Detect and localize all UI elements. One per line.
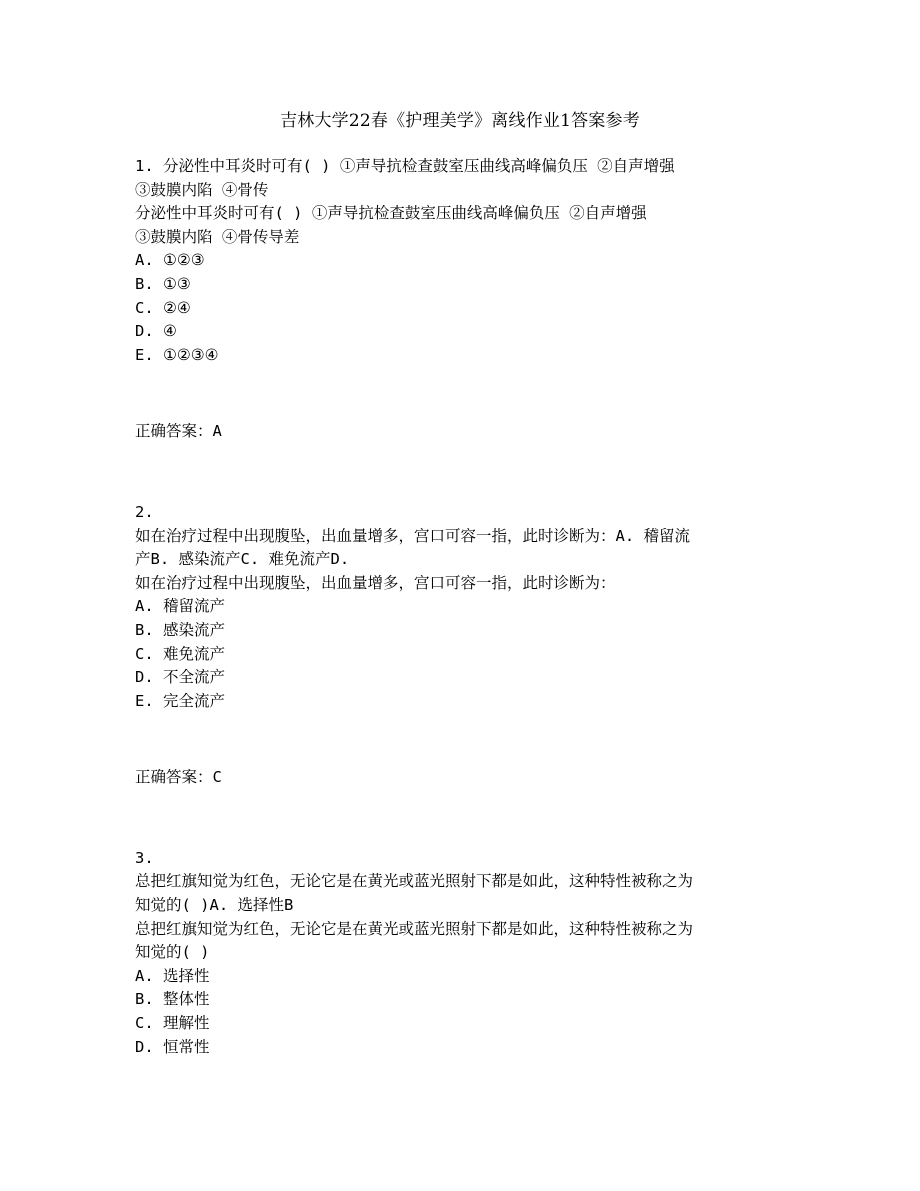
question-2-text-line-1: 如在治疗过程中出现腹坠，出血量增多，宫口可容一指，此时诊断为： bbox=[135, 573, 616, 592]
question-1-option-e: E. ①②③④ bbox=[135, 345, 219, 364]
question-2-option-b: B. 感染流产 bbox=[135, 620, 225, 639]
question-3-option-d: D. 恒常性 bbox=[135, 1037, 210, 1056]
question-1 bbox=[135, 155, 795, 444]
question-3-text-line-1: 总把红旗知觉为红色，无论它是在黄光或蓝光照射下都是如此，这种特性被称之为 bbox=[135, 919, 694, 938]
question-2-option-a: A. 稽留流产 bbox=[135, 597, 225, 616]
question-2-stem-line-1: 如在治疗过程中出现腹坠，出血量增多，宫口可容一指，此时诊断为：A. 稽留流 bbox=[135, 526, 690, 545]
document-title: 吉林大学22春《护理美学》离线作业1答案参考 bbox=[280, 111, 640, 131]
question-1-number: 1. bbox=[135, 157, 154, 175]
question-2-answer: 正确答案：C bbox=[135, 768, 222, 787]
question-2-stem-line-2: 产B. 感染流产C. 难免流产D. bbox=[135, 550, 350, 569]
question-3-option-b: B. 整体性 bbox=[135, 990, 210, 1009]
question-3-stem-line-1: 总把红旗知觉为红色，无论它是在黄光或蓝光照射下都是如此，这种特性被称之为 bbox=[135, 872, 694, 891]
question-1-option-d: D. ④ bbox=[135, 322, 177, 341]
question-3-option-a: A. 选择性 bbox=[135, 966, 210, 985]
question-2-option-e: E. 完全流产 bbox=[135, 691, 225, 710]
question-3 bbox=[135, 847, 795, 1059]
question-3-option-c: C. 理解性 bbox=[135, 1014, 210, 1033]
question-1-stem-line-2: ③鼓膜内陷 ④骨传 bbox=[135, 180, 269, 199]
question-2-number: 2. bbox=[135, 502, 154, 521]
question-3-stem-line-2: 知觉的( )A. 选择性B bbox=[135, 896, 294, 915]
question-1-option-b: B. ①③ bbox=[135, 274, 191, 293]
question-2 bbox=[135, 501, 795, 790]
question-2-option-c: C. 难免流产 bbox=[135, 644, 225, 663]
question-1-text-line-2: ③鼓膜内陷 ④骨传导差 bbox=[135, 227, 300, 246]
document-content bbox=[135, 155, 795, 1059]
question-1-stem-line-1: 1. 分泌性中耳炎时可有( ) ①声导抗检查鼓室压曲线高峰偏负压 ②自声增强 bbox=[135, 157, 675, 175]
question-1-text-line-1: 分泌性中耳炎时可有( ) ①声导抗检查鼓室压曲线高峰偏负压 ②自声增强 bbox=[135, 204, 647, 223]
question-2-option-d: D. 不全流产 bbox=[135, 668, 225, 687]
question-3-text-line-2: 知觉的( ) bbox=[135, 943, 210, 962]
question-3-number: 3. bbox=[135, 848, 154, 867]
question-1-option-a: A. ①②③ bbox=[135, 251, 205, 270]
question-1-option-c: C. ②④ bbox=[135, 298, 191, 317]
question-1-answer: 正确答案：A bbox=[135, 422, 222, 441]
